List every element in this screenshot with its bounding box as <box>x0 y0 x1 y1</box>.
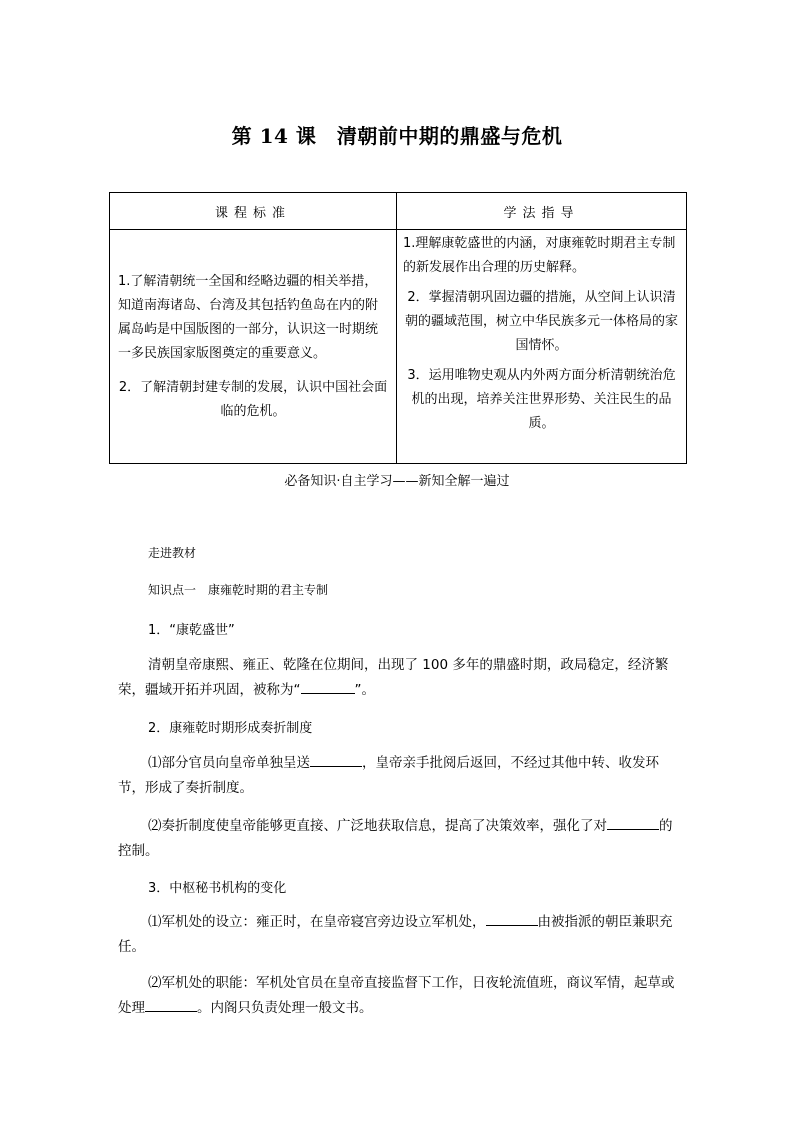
standard-item: 1.了解清朝统一全国和经略边疆的相关举措，知道南海诸岛、台湾及其包括钓鱼岛在内的附属岛屿是中国版图的一部分，认识这一时期统一多民族国家版图奠定的重要意义。 <box>118 273 379 361</box>
paragraph-text: ，皇帝亲手批阅后返回，不经过其他中转、收发环节，形成了奏折制度。 <box>118 755 659 796</box>
knowledge-point-heading: 知识点一 康雍乾时期的君主专制 <box>148 583 329 597</box>
lesson-title: 第 14 课 清朝前中期的鼎盛与危机 <box>231 124 563 148</box>
section-banner: 必备知识·自主学习——新知全解一遍过 <box>284 474 510 489</box>
paragraph-text: ”。 <box>354 682 375 698</box>
fill-blank[interactable] <box>145 997 197 1012</box>
fill-blank[interactable] <box>310 752 362 767</box>
section-heading: 走进教材 <box>148 546 197 560</box>
paragraph-text: ⑴部分官员向皇帝单独呈送 <box>148 755 310 771</box>
paragraph-4 <box>118 910 678 960</box>
curriculum-standard-cell <box>110 230 397 464</box>
curriculum-table <box>109 192 687 464</box>
paragraph-text: ⑵奏折制度使皇帝能够更直接、广泛地获取信息，提高了决策效率，强化了对 <box>148 818 607 834</box>
paragraph-2 <box>118 751 678 801</box>
paragraph-text: ⑵军机处的职能：军机处官员在皇帝直接监督下工作，日夜轮流值班，商议军情，起草或处理 <box>118 975 675 1016</box>
paragraph-text: ⑴军机处的设立：雍正时，在皇帝寝宫旁边设立军机处， <box>148 914 486 930</box>
paragraph-5 <box>118 971 678 1021</box>
fill-blank[interactable] <box>301 679 355 694</box>
guide-item: 2．掌握清朝巩固边疆的措施，从空间上认识清朝的疆域范围，树立中华民族多元一体格局的家国情怀。 <box>404 290 678 353</box>
paragraph-text: 的控制。 <box>118 818 673 859</box>
header-curriculum-standard: 课程标准 <box>110 193 397 230</box>
paragraph-text: 清朝皇帝康熙、雍正、乾隆在位期间，出现了 100 多年的鼎盛时期，政局稳定，经济繁荣，疆域开拓并巩固，被称为“ <box>118 657 669 698</box>
standard-item: 2．了解清朝封建专制的发展，认识中国社会面临的危机。 <box>118 379 388 419</box>
item-heading-1: 1．“康乾盛世” <box>148 623 235 638</box>
paragraph-text: 。内阁只负责处理一般文书。 <box>197 1000 373 1016</box>
guide-item: 1.理解康乾盛世的内涵，对康雍乾时期君主专制的新发展作出合理的历史解释。 <box>403 236 676 275</box>
study-guide-cell <box>397 230 687 464</box>
guide-item: 3．运用唯物史观从内外两方面分析清朝统治危机的出现，培养关注世界形势、关注民生的品质。 <box>407 368 676 431</box>
paragraph-text: 由被指派的朝臣兼职充任。 <box>118 914 673 955</box>
item-heading-3: 3．中枢秘书机构的变化 <box>148 881 287 896</box>
paragraph-3 <box>118 814 678 864</box>
fill-blank[interactable] <box>486 911 538 926</box>
header-study-guide: 学法指导 <box>397 193 687 230</box>
fill-blank[interactable] <box>607 815 659 830</box>
paragraph-1 <box>118 653 678 703</box>
item-heading-2: 2．康雍乾时期形成奏折制度 <box>148 721 313 736</box>
